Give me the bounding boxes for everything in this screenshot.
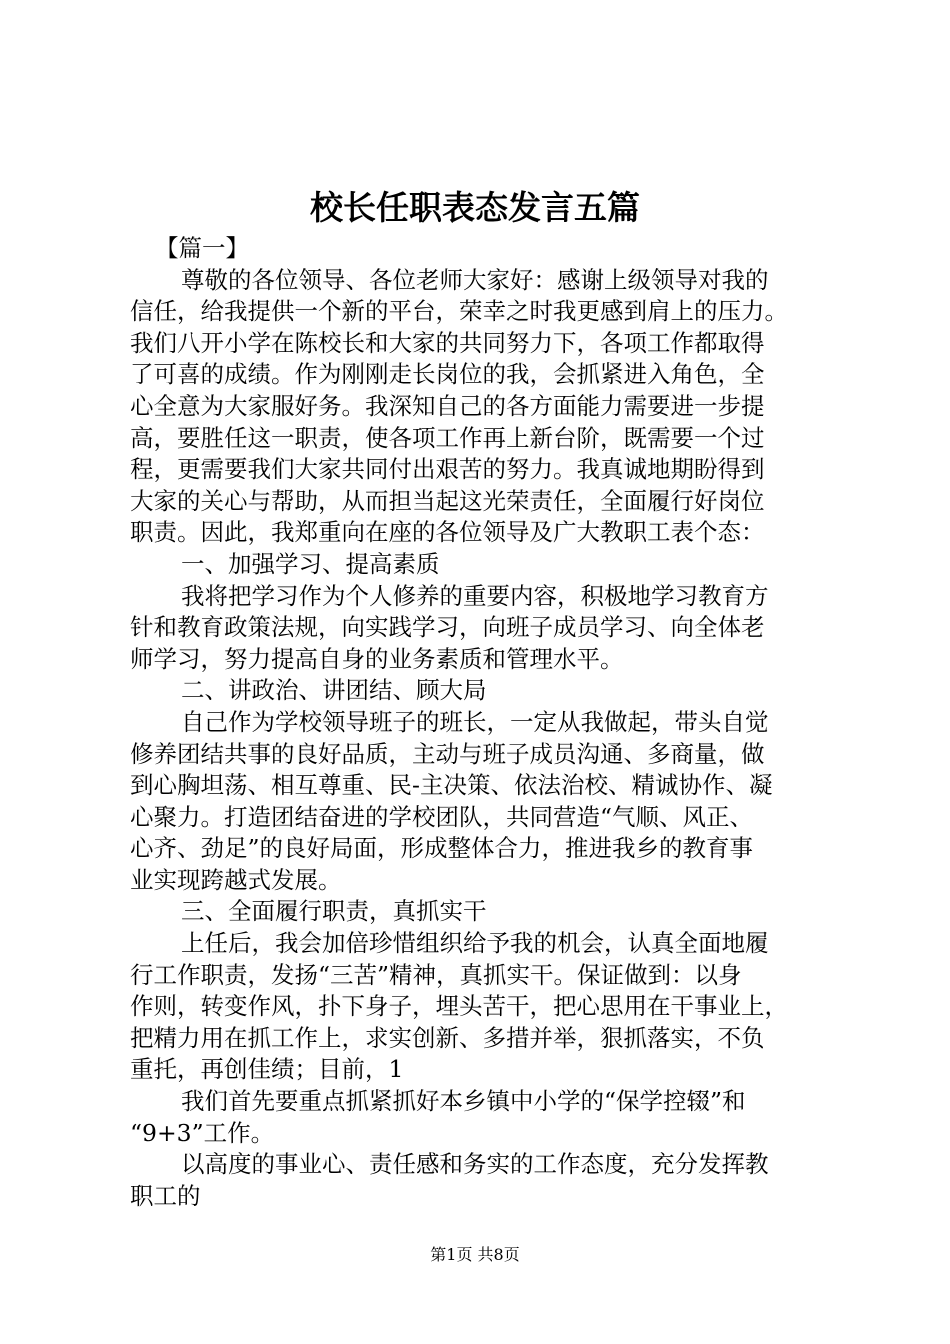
text-line: 尊敬的各位领导、各位老师大家好：感谢上级领导对我的 bbox=[181, 265, 769, 294]
text-line: 针和教育政策法规，向实践学习，向班子成员学习、向全体老 bbox=[130, 613, 765, 642]
text-line: 把精力用在抓工作上，求实创新、多措并举，狠抓落实，不负 bbox=[130, 1023, 765, 1052]
text-line: 职责。因此，我郑重向在座的各位领导及广大教职工表个态： bbox=[130, 518, 765, 547]
page-number: 第1页 共8页 bbox=[430, 1245, 520, 1264]
text-line: 我们八开小学在陈校长和大家的共同努力下，各项工作都取得 bbox=[130, 328, 765, 357]
text-line: 二、讲政治、讲团结、顾大局 bbox=[181, 676, 487, 705]
text-line: 了可喜的成绩。作为刚刚走长岗位的我，会抓紧进入角色，全 bbox=[130, 360, 765, 389]
text-line: 我们首先要重点抓紧抓好本乡镇中小学的“保学控辍”和 bbox=[181, 1087, 746, 1116]
text-line: 三、全面履行职责，真抓实干 bbox=[181, 897, 487, 926]
text-line: 上任后，我会加倍珍惜组织给予我的机会，认真全面地履 bbox=[181, 929, 769, 958]
text-line: 高，要胜任这一职责，使各项工作再上新台阶，既需要一个过 bbox=[130, 423, 765, 452]
text-line: 以高度的事业心、责任感和务实的工作态度，充分发挥教 bbox=[181, 1150, 769, 1179]
text-line: 行工作职责，发扬“三苦”精神，真抓实干。保证做到：以身 bbox=[130, 960, 742, 989]
text-line: 大家的关心与帮助，从而担当起这光荣责任，全面履行好岗位 bbox=[130, 486, 765, 515]
document-body bbox=[130, 233, 845, 1212]
text-line: 到心胸坦荡、相互尊重、民-主决策、依法治校、精诚协作、凝 bbox=[130, 771, 773, 800]
text-line: 业实现跨越式发展。 bbox=[130, 865, 342, 894]
text-line: 心齐、劲足”的良好局面，形成整体合力，推进我乡的教育事 bbox=[130, 834, 754, 863]
document-title: 校长任职表态发言五篇 bbox=[310, 188, 640, 227]
section-marker: 【篇一】 bbox=[155, 234, 249, 262]
text-line: 我将把学习作为个人修养的重要内容，积极地学习教育方 bbox=[181, 581, 769, 610]
text-line: 心全意为大家服好务。我深知自己的各方面能力需要进一步提 bbox=[130, 391, 765, 420]
text-line: 心聚力。打造团结奋进的学校团队，共同营造“气顺、风正、 bbox=[130, 802, 754, 831]
text-line: 自己作为学校领导班子的班长，一定从我做起，带头自觉 bbox=[181, 707, 769, 736]
text-line: 程，更需要我们大家共同付出艰苦的努力。我真诚地期盼得到 bbox=[130, 455, 765, 484]
text-line: 修养团结共事的良好品质，主动与班子成员沟通、多商量，做 bbox=[130, 739, 765, 768]
text-line: 信任，给我提供一个新的平台，荣幸之时我更感到肩上的压力。 bbox=[130, 297, 788, 326]
text-line: 师学习，努力提高自身的业务素质和管理水平。 bbox=[130, 644, 624, 673]
text-line: 重托，再创佳绩；目前，1 bbox=[130, 1055, 404, 1084]
text-line: 一、加强学习、提高素质 bbox=[181, 549, 440, 578]
text-line: 职工的 bbox=[130, 1181, 201, 1210]
text-line: “9+3”工作。 bbox=[130, 1118, 275, 1147]
text-line: 作则，转变作风，扑下身子，埋头苦干，把心思用在干事业上， bbox=[130, 992, 788, 1021]
